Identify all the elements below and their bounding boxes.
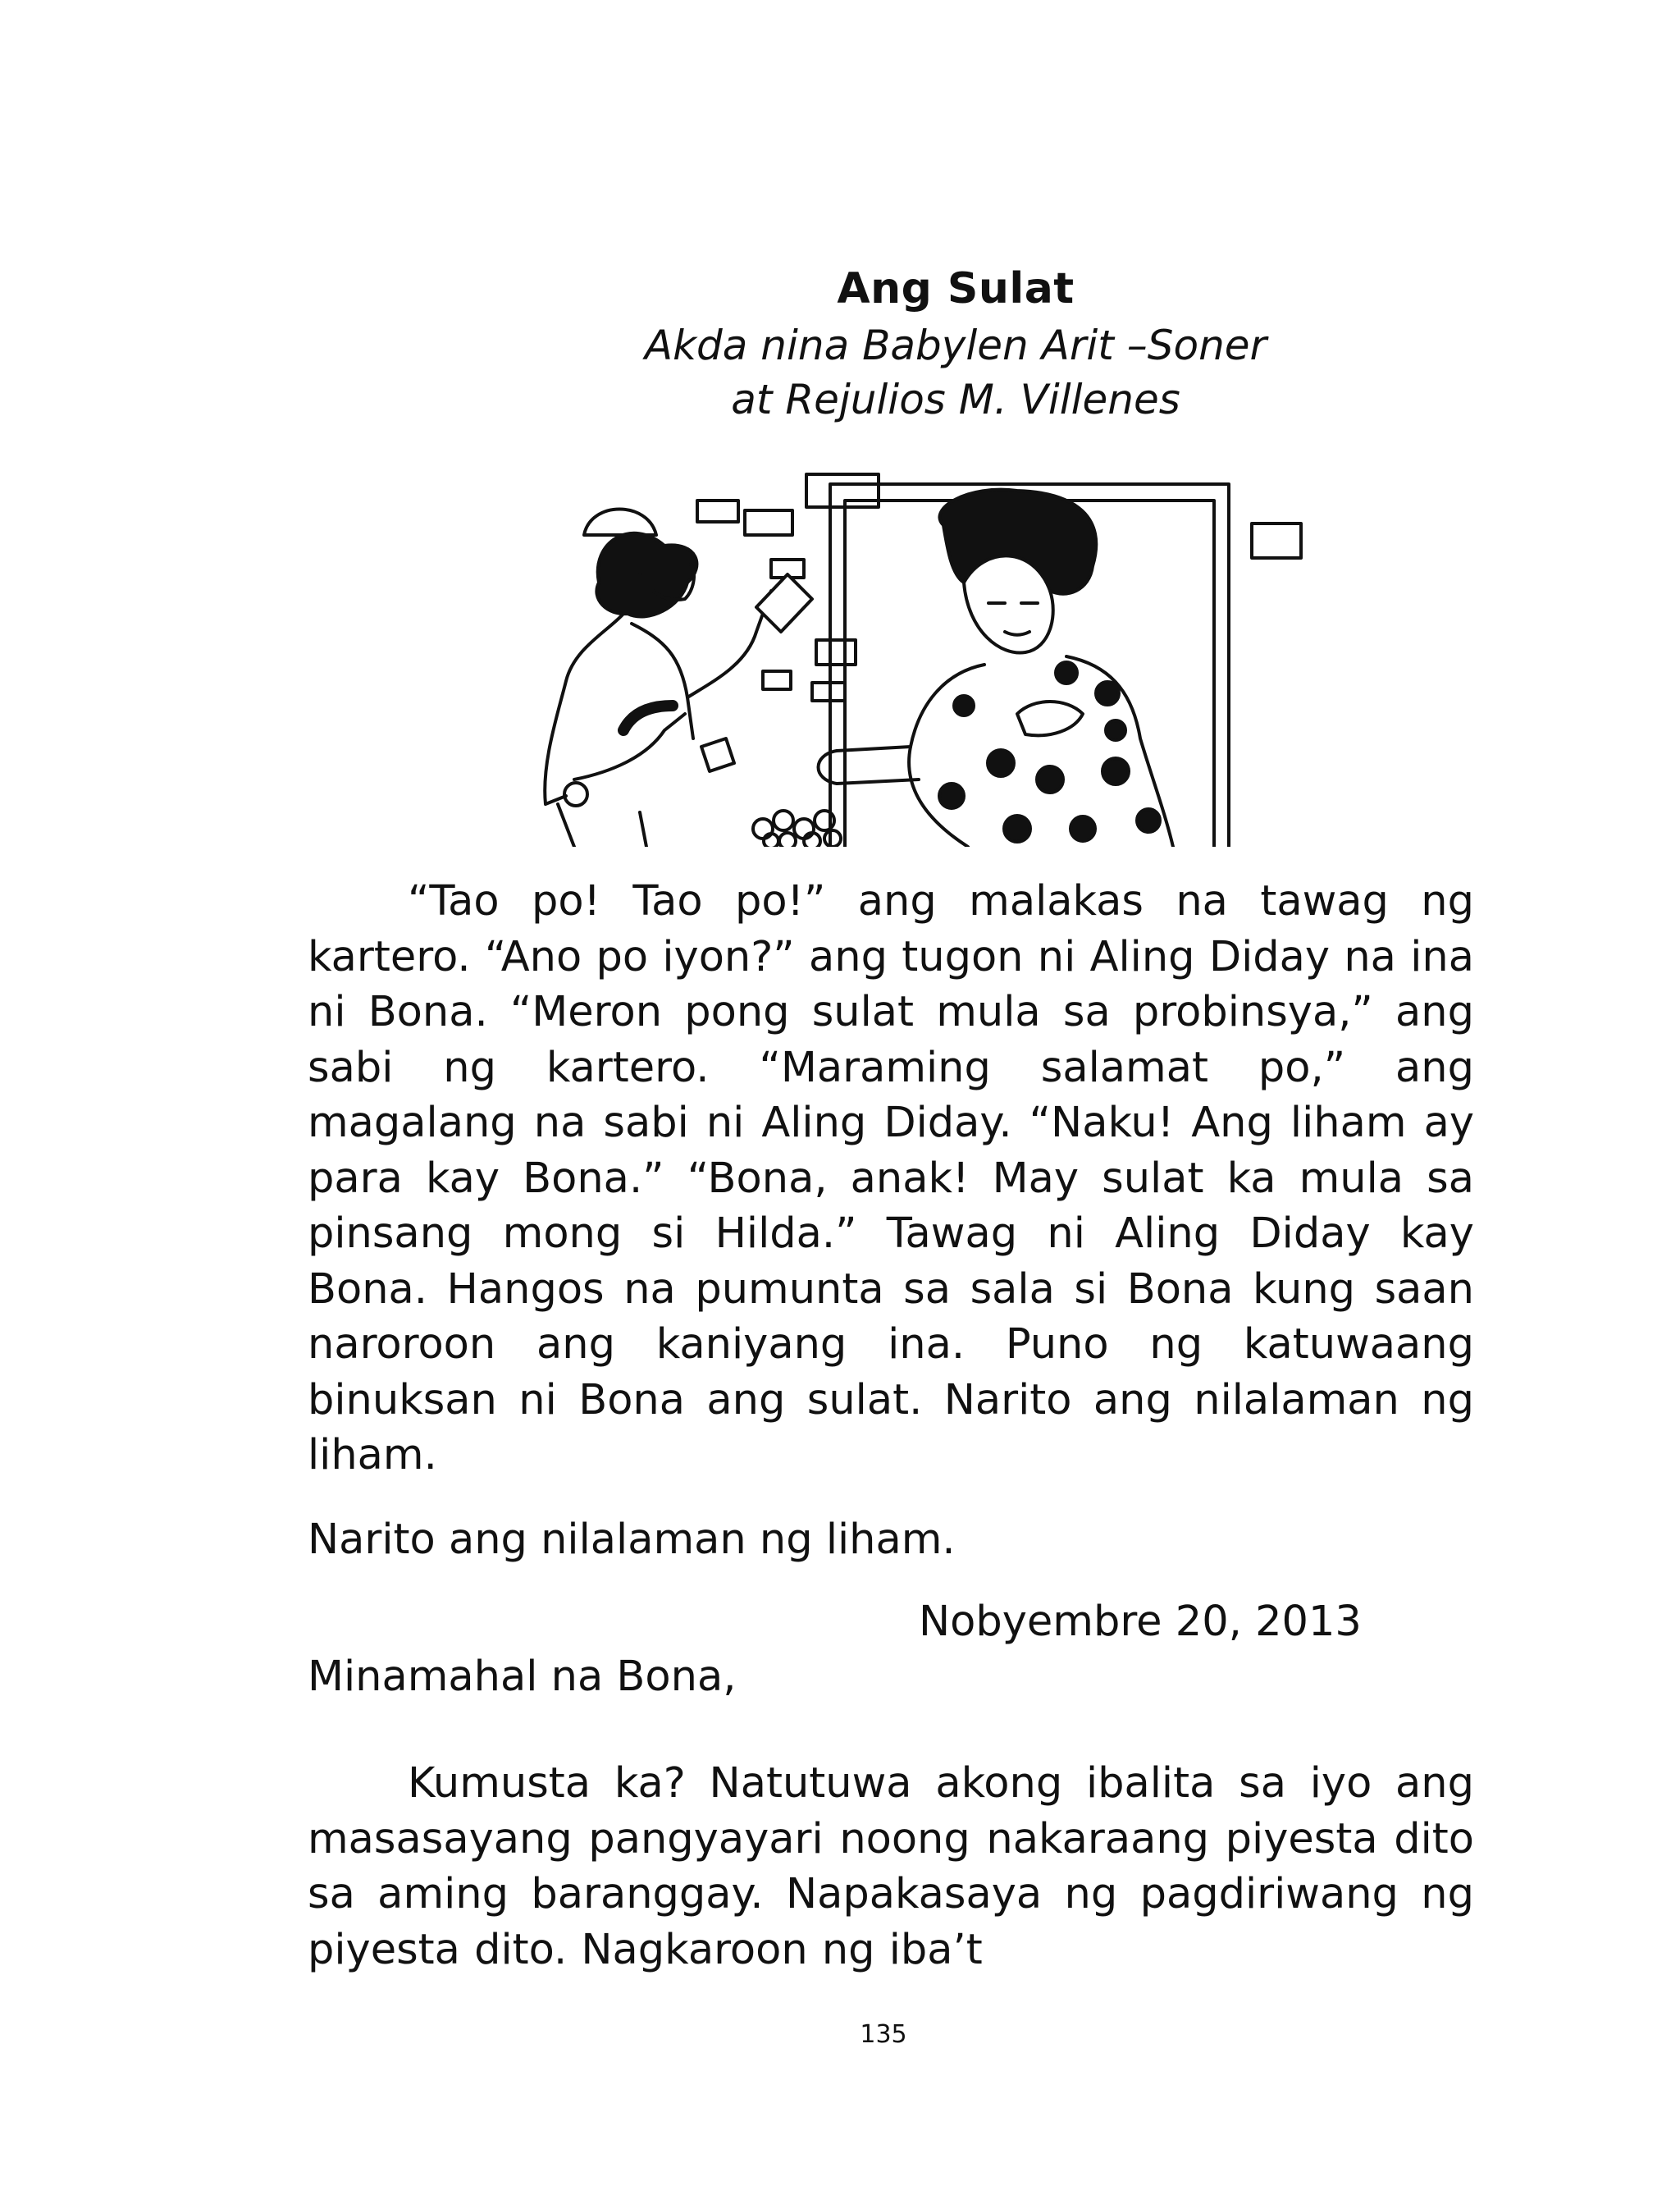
story-illustration xyxy=(541,468,1304,847)
story-paragraph-1: “Tao po! Tao po!” ang malakas na tawag ng kartero. “Ano po iyon?” ang tugon ni Aling Diday na ina ni Bona. “Meron pong sulat mula sa probinsya,” ang sabi ng kartero. “Maraming salamat po,” ang magalang na sabi ni Aling Diday. “Naku! Ang liham ay para kay Bona.” “Bona, anak! May sulat ka mula sa pinsang mong si Hilda.” Tawag ni Aling Diday kay Bona. Hangos na pumunta sa sala si Bona kung saan naroroon ang kaniyang ina. Puno ng katuwaang binuksan ni Bona ang sulat. Narito ang nilalaman ng liham. xyxy=(308,877,1474,1479)
letter-paragraph-1: Kumusta ka? Natutuwa akong ibalita sa iyo ang masasayang pangyayari noong nakaraang piyesta dito sa aming baranggay. Napakasaya ng pagdiriwang ng piyesta dito. Nagkaroon ng iba’t xyxy=(308,1759,1474,1974)
author-line-1: Akda nina Babylen Arit –Soner xyxy=(644,322,1267,369)
letter-date: Nobyembre 20, 2013 xyxy=(919,1598,1362,1646)
story-title: Ang Sulat xyxy=(837,264,1075,313)
letter-salutation: Minamahal na Bona, xyxy=(308,1653,737,1701)
author-line-2: at Rejulios M. Villenes xyxy=(731,376,1180,423)
letter-intro: Narito ang nilalaman ng liham. xyxy=(308,1516,956,1564)
page-number: 135 xyxy=(860,2020,907,2049)
